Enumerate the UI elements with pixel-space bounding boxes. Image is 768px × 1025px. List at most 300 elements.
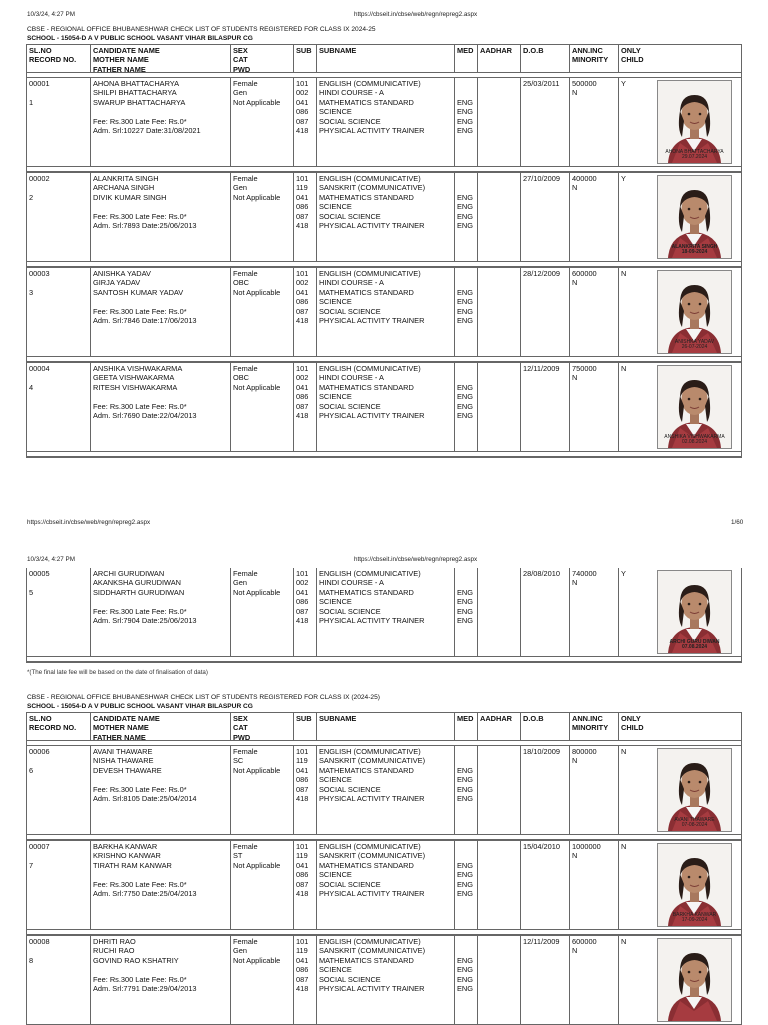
medium-value: ENG	[457, 974, 474, 984]
medium-value	[457, 569, 477, 578]
record-subname	[316, 363, 454, 451]
serial-number: 00005	[29, 569, 50, 578]
subject-code: 418	[296, 220, 309, 230]
subject-code: 002	[296, 373, 309, 383]
admission-details: Adm. Srl:7750 Date:25/04/2013	[93, 888, 197, 898]
header-photo	[655, 713, 741, 740]
student-record	[27, 362, 741, 451]
subject-code: 119	[296, 756, 308, 766]
fee-details: Fee: Rs.300 Late Fee: Rs.0*	[93, 401, 187, 411]
subject-name: SCIENCE	[319, 297, 352, 307]
record-number: 3	[29, 287, 34, 297]
fee-details: Fee: Rs.300 Late Fee: Rs.0*	[93, 116, 187, 126]
medium-value	[457, 756, 477, 765]
header-only	[618, 45, 655, 72]
header-dob	[520, 45, 569, 72]
pwd-value: Not Applicable	[233, 97, 281, 107]
footer-url[interactable]: https://cbseit.in/cbse/web/regn/repreg2.aspx	[27, 519, 151, 526]
mother-name: NISHA THAWARE	[93, 756, 154, 766]
record-number: 4	[29, 382, 34, 392]
subject-name: HINDI COURSE - A	[319, 88, 384, 98]
record-med	[454, 363, 477, 451]
fee-details: Fee: Rs.300 Late Fee: Rs.0*	[93, 211, 187, 221]
date-of-birth: 15/04/2010	[523, 842, 560, 851]
medium-value	[457, 269, 477, 278]
subject-name: ENGLISH (COMMUNICATIVE)	[319, 569, 421, 578]
medium-value: ENG	[457, 125, 474, 135]
serial-number: 00008	[29, 937, 50, 946]
header-slno-label: SL.NO	[29, 714, 52, 723]
student-photo	[657, 175, 732, 259]
subject-code: 101	[296, 569, 309, 578]
record-sub	[293, 841, 316, 929]
school-line-page2: SCHOOL - 15054-D A V PUBLIC SCHOOL VASANT VIHAR BILASPUR CG	[27, 703, 253, 711]
student-photo	[657, 570, 732, 654]
medium-value: ENG	[457, 879, 474, 889]
pwd-value: Not Applicable	[233, 382, 281, 392]
header-sub-label: SUB	[296, 714, 312, 723]
record-name	[90, 78, 230, 166]
record-only	[618, 78, 655, 166]
fee-details: Fee: Rs.300 Late Fee: Rs.0*	[93, 306, 187, 316]
record-aadhar	[477, 746, 520, 834]
subject-name: SOCIAL SCIENCE	[319, 211, 381, 221]
subject-name: PHYSICAL ACTIVITY TRAINER	[319, 793, 425, 803]
medium-value	[457, 364, 477, 373]
print-timestamp: 10/3/24, 4:27 PM	[27, 11, 75, 18]
record-photo	[655, 268, 741, 356]
medium-value: ENG	[457, 107, 474, 117]
subject-code: 086	[296, 202, 309, 212]
record-number: 7	[29, 860, 34, 870]
header-sex-label: CAT	[233, 723, 248, 733]
subject-code: 418	[296, 983, 309, 993]
father-name: SWARUP BHATTACHARYA	[93, 97, 186, 107]
record-photo	[655, 841, 741, 929]
header-name-label: MOTHER NAME	[93, 55, 149, 65]
subject-code: 119	[296, 946, 308, 956]
medium-value: ENG	[457, 410, 474, 420]
record-number: 1	[29, 97, 34, 107]
subject-name: SOCIAL SCIENCE	[319, 784, 381, 794]
header-ann	[569, 45, 618, 72]
subject-code: 086	[296, 297, 309, 307]
header-slno	[27, 45, 90, 72]
student-record	[27, 840, 741, 929]
admission-details: Adm. Srl:7893 Date:25/06/2013	[93, 220, 197, 230]
subject-code: 087	[296, 211, 309, 221]
photo-caption	[658, 340, 731, 351]
photo-caption-name: ALANKRITA SINGH	[671, 243, 718, 250]
record-med	[454, 841, 477, 929]
header-slno-label: RECORD NO.	[29, 723, 77, 733]
category-value: OBC	[233, 373, 250, 383]
medium-value: ENG	[457, 615, 474, 625]
only-child-value: N	[621, 842, 627, 851]
table-divider	[27, 451, 741, 457]
header-name-label: FATHER NAME	[93, 64, 146, 72]
annual-income: 600000	[572, 937, 597, 946]
photo-caption-name: ANSHIKA VISHWAKARMA	[664, 433, 725, 440]
record-ann	[569, 568, 618, 656]
only-child-value: N	[621, 364, 627, 373]
header-sex-label: SEX	[233, 714, 248, 723]
subject-code: 418	[296, 615, 309, 625]
subject-name: SOCIAL SCIENCE	[319, 606, 381, 616]
student-record	[27, 78, 741, 166]
subject-name: ENGLISH (COMMUNICATIVE)	[319, 269, 421, 278]
annual-income: 740000	[572, 569, 597, 578]
photo-caption-name: ANISHKA YADAV	[674, 338, 715, 345]
record-photo	[655, 936, 741, 1024]
record-only	[618, 268, 655, 356]
header-aadhar-label: AADHAR	[480, 714, 513, 723]
date-of-birth: 28/12/2009	[523, 269, 560, 278]
photo-caption-date: 18-09-2024	[681, 249, 708, 256]
photo-caption-date: 07-08-2024	[681, 822, 708, 829]
subject-code: 002	[296, 88, 309, 98]
record-only	[618, 746, 655, 834]
header-photo	[655, 45, 741, 72]
subject-code: 418	[296, 793, 309, 803]
medium-value: ENG	[457, 392, 474, 402]
record-name	[90, 936, 230, 1024]
page-number: 1/60	[731, 519, 744, 526]
subject-name: ENGLISH (COMMUNICATIVE)	[319, 364, 421, 373]
record-sex	[230, 173, 293, 261]
subject-code: 087	[296, 784, 309, 794]
header-name-label: CANDIDATE NAME	[93, 714, 160, 723]
student-record	[27, 935, 741, 1024]
medium-value	[457, 174, 477, 183]
subject-name: PHYSICAL ACTIVITY TRAINER	[319, 888, 425, 898]
record-subname	[316, 173, 454, 261]
serial-number: 00002	[29, 174, 50, 183]
record-photo	[655, 568, 741, 656]
subject-code: 087	[296, 974, 309, 984]
medium-value: ENG	[457, 793, 474, 803]
photo-caption-name: BARKHA KANWAR	[672, 911, 717, 918]
mother-name: AKANKSHA GURUDIWAN	[93, 578, 182, 588]
header-sex-label: PWD	[233, 732, 251, 740]
photo-caption	[658, 913, 731, 924]
header-only	[618, 713, 655, 740]
record-sex	[230, 568, 293, 656]
record-sub	[293, 173, 316, 261]
record-med	[454, 78, 477, 166]
sex-value: Female	[233, 569, 258, 578]
medium-value: ENG	[457, 220, 474, 230]
record-only	[618, 936, 655, 1024]
subject-code: 041	[296, 192, 309, 202]
subject-name: MATHEMATICS STANDARD	[319, 192, 414, 202]
subject-code: 418	[296, 410, 309, 420]
medium-value	[457, 578, 477, 587]
record-subname	[316, 78, 454, 166]
record-name	[90, 841, 230, 929]
record-photo	[655, 746, 741, 834]
header-slno-label: SL.NO	[29, 46, 52, 55]
pwd-value: Not Applicable	[233, 765, 281, 775]
student-photo	[657, 748, 732, 832]
header-aadhar	[477, 45, 520, 72]
header-sex	[230, 45, 293, 72]
medium-value	[457, 88, 477, 97]
serial-number: 00007	[29, 842, 50, 851]
admission-details: Adm. Srl:7904 Date:25/06/2013	[93, 615, 197, 625]
medium-value: ENG	[457, 202, 474, 212]
record-med	[454, 173, 477, 261]
candidate-name: AVANI THAWARE	[93, 747, 153, 756]
date-of-birth: 12/11/2009	[523, 364, 560, 373]
medium-value: ENG	[457, 382, 474, 392]
header-sub	[293, 713, 316, 740]
mother-name: RUCHI RAO	[93, 946, 135, 956]
photo-caption-date: 02.08.2024	[681, 439, 708, 446]
minority-value: N	[572, 578, 578, 588]
subject-code: 087	[296, 606, 309, 616]
serial-number: 00006	[29, 747, 50, 756]
father-name: SIDDHARTH GURUDIWAN	[93, 587, 185, 597]
record-ann	[569, 268, 618, 356]
subject-name: MATHEMATICS STANDARD	[319, 765, 414, 775]
subject-code: 086	[296, 107, 309, 117]
subject-name: SOCIAL SCIENCE	[319, 306, 381, 316]
annual-income: 500000	[572, 79, 597, 88]
record-sub	[293, 568, 316, 656]
annual-income: 1000000	[572, 842, 601, 851]
record-subname	[316, 936, 454, 1024]
subject-name: PHYSICAL ACTIVITY TRAINER	[319, 315, 425, 325]
minority-value: N	[572, 373, 578, 383]
medium-value: ENG	[457, 211, 474, 221]
candidate-name: AHONA BHATTACHARYA	[93, 79, 180, 88]
annual-income: 400000	[572, 174, 597, 183]
medium-value: ENG	[457, 306, 474, 316]
header-name-label: CANDIDATE NAME	[93, 46, 160, 55]
table-header-row	[27, 713, 741, 740]
subject-name: MATHEMATICS STANDARD	[319, 287, 414, 297]
category-value: Gen	[233, 88, 247, 98]
header-ann-label: ANN.INC	[572, 46, 603, 55]
student-photo	[657, 80, 732, 164]
subject-code: 086	[296, 870, 309, 880]
mother-name: ARCHANA SINGH	[93, 183, 155, 193]
record-slno	[27, 268, 90, 356]
subject-name: SCIENCE	[319, 965, 352, 975]
only-child-value: N	[621, 937, 627, 946]
header-ann	[569, 713, 618, 740]
subject-name: ENGLISH (COMMUNICATIVE)	[319, 174, 421, 183]
category-value: OBC	[233, 278, 250, 288]
record-name	[90, 568, 230, 656]
student-photo	[657, 843, 732, 927]
candidate-name: ALANKRITA SINGH	[93, 174, 159, 183]
subject-name: MATHEMATICS STANDARD	[319, 587, 414, 597]
record-slno	[27, 936, 90, 1024]
photo-caption-date: 07.08.2024	[681, 644, 708, 651]
header-sub	[293, 45, 316, 72]
pwd-value: Not Applicable	[233, 587, 281, 597]
student-record	[27, 267, 741, 356]
photo-caption-name: ARCHI GURU DIWAN	[669, 638, 720, 645]
report-title-line1: CBSE - REGIONAL OFFICE BHUBANESHWAR CHECK LIST OF STUDENTS REGISTERED FOR CLASS IX 2024-25	[27, 26, 376, 33]
record-aadhar	[477, 173, 520, 261]
subject-code: 002	[296, 578, 309, 588]
subject-code: 101	[296, 842, 309, 851]
subject-code: 041	[296, 97, 309, 107]
sex-value: Female	[233, 937, 258, 946]
header-med	[454, 713, 477, 740]
subject-name: HINDI COURSE - A	[319, 373, 384, 383]
fee-details: Fee: Rs.300 Late Fee: Rs.0*	[93, 879, 187, 889]
subject-name: PHYSICAL ACTIVITY TRAINER	[319, 615, 425, 625]
subject-code: 418	[296, 315, 309, 325]
admission-details: Adm. Srl:10227 Date:31/08/2021	[93, 125, 201, 135]
header-ann-label: MINORITY	[572, 55, 609, 65]
subject-code: 101	[296, 269, 309, 278]
photo-caption	[658, 818, 731, 829]
subject-name: PHYSICAL ACTIVITY TRAINER	[319, 220, 425, 230]
record-aadhar	[477, 936, 520, 1024]
subject-name: MATHEMATICS STANDARD	[319, 97, 414, 107]
header-name-label: MOTHER NAME	[93, 723, 149, 733]
record-number: 2	[29, 192, 34, 202]
medium-value: ENG	[457, 116, 474, 126]
pwd-value: Not Applicable	[233, 955, 281, 965]
date-of-birth: 12/11/2009	[523, 937, 560, 946]
header-dob-label: D.O.B	[523, 714, 544, 723]
date-of-birth: 25/03/2011	[523, 79, 560, 88]
fee-details: Fee: Rs.300 Late Fee: Rs.0*	[93, 974, 187, 984]
school-line: SCHOOL - 15054-D A V PUBLIC SCHOOL VASANT VIHAR BILASPUR CG	[27, 35, 253, 43]
date-of-birth: 27/10/2009	[523, 174, 560, 183]
subject-name: SCIENCE	[319, 775, 352, 785]
header-only-label: CHILD	[621, 55, 644, 65]
report-title-line1-page2: CBSE - REGIONAL OFFICE BHUBANESHWAR CHECK LIST OF STUDENTS REGISTERED FOR CLASS IX (2024-25)	[27, 694, 380, 701]
pwd-value: Not Applicable	[233, 860, 281, 870]
fee-details: Fee: Rs.300 Late Fee: Rs.0*	[93, 606, 187, 616]
record-sex	[230, 78, 293, 166]
subject-code: 119	[296, 183, 308, 193]
record-med	[454, 746, 477, 834]
subject-name: PHYSICAL ACTIVITY TRAINER	[319, 410, 425, 420]
subject-name: SCIENCE	[319, 392, 352, 402]
record-aadhar	[477, 268, 520, 356]
sex-value: Female	[233, 842, 258, 851]
subject-code: 041	[296, 382, 309, 392]
minority-value: N	[572, 756, 578, 766]
subject-name: ENGLISH (COMMUNICATIVE)	[319, 79, 421, 88]
serial-number: 00004	[29, 364, 50, 373]
minority-value: N	[572, 946, 578, 956]
record-subname	[316, 568, 454, 656]
subject-name: SANSKRIT (COMMUNICATIVE)	[319, 946, 426, 956]
medium-value: ENG	[457, 983, 474, 993]
medium-value	[457, 946, 477, 955]
serial-number: 00003	[29, 269, 50, 278]
subject-code: 086	[296, 965, 309, 975]
table-divider	[27, 656, 741, 662]
header-name	[90, 45, 230, 72]
subject-code: 086	[296, 597, 309, 607]
header-only-label: ONLY	[621, 714, 641, 723]
record-photo	[655, 173, 741, 261]
sex-value: Female	[233, 79, 258, 88]
header-subname	[316, 713, 454, 740]
header-slno	[27, 713, 90, 740]
subject-code: 086	[296, 775, 309, 785]
medium-value	[457, 373, 477, 382]
record-ann	[569, 841, 618, 929]
record-subname	[316, 841, 454, 929]
subject-name: SOCIAL SCIENCE	[319, 116, 381, 126]
header-name	[90, 713, 230, 740]
record-sub	[293, 936, 316, 1024]
sex-value: Female	[233, 269, 258, 278]
category-value: ST	[233, 851, 243, 861]
pwd-value: Not Applicable	[233, 287, 281, 297]
subject-name: PHYSICAL ACTIVITY TRAINER	[319, 125, 425, 135]
record-sex	[230, 936, 293, 1024]
subject-name: MATHEMATICS STANDARD	[319, 382, 414, 392]
medium-value: ENG	[457, 965, 474, 975]
record-med	[454, 268, 477, 356]
record-dob	[520, 268, 569, 356]
subject-name: SCIENCE	[319, 597, 352, 607]
table-header-row	[27, 45, 741, 72]
header-ann-label: ANN.INC	[572, 714, 603, 723]
record-ann	[569, 936, 618, 1024]
subject-code: 101	[296, 364, 309, 373]
subject-name: ENGLISH (COMMUNICATIVE)	[319, 842, 421, 851]
student-checklist-table-continued	[26, 568, 742, 663]
subject-code: 087	[296, 879, 309, 889]
medium-value	[457, 937, 477, 946]
mother-name: GEETA VISHWAKARMA	[93, 373, 175, 383]
medium-value: ENG	[457, 888, 474, 898]
subject-code: 002	[296, 278, 309, 288]
photo-caption	[658, 435, 731, 446]
date-of-birth: 28/08/2010	[523, 569, 560, 578]
record-aadhar	[477, 568, 520, 656]
subject-code: 087	[296, 401, 309, 411]
minority-value: N	[572, 851, 578, 861]
candidate-name: ANSHIKA VISHWAKARMA	[93, 364, 183, 373]
header-sex	[230, 713, 293, 740]
record-name	[90, 363, 230, 451]
student-photo	[657, 365, 732, 449]
subject-code: 101	[296, 174, 309, 183]
candidate-name: DHRITI RAO	[93, 937, 136, 946]
subject-name: SCIENCE	[319, 870, 352, 880]
medium-value: ENG	[457, 775, 474, 785]
subject-code: 087	[296, 306, 309, 316]
record-dob	[520, 173, 569, 261]
header-slno-label: RECORD NO.	[29, 55, 77, 65]
medium-value: ENG	[457, 870, 474, 880]
minority-value: N	[572, 183, 578, 193]
subject-name: ENGLISH (COMMUNICATIVE)	[319, 747, 421, 756]
date-of-birth: 18/10/2009	[523, 747, 560, 756]
page-url-page2[interactable]: https://cbseit.in/cbse/web/regn/repreg2.aspx	[354, 556, 478, 563]
category-value: SC	[233, 756, 244, 766]
record-sex	[230, 841, 293, 929]
only-child-value: Y	[621, 569, 626, 578]
page-url[interactable]: https://cbseit.in/cbse/web/regn/repreg2.aspx	[354, 11, 478, 18]
record-subname	[316, 268, 454, 356]
annual-income: 750000	[572, 364, 597, 373]
